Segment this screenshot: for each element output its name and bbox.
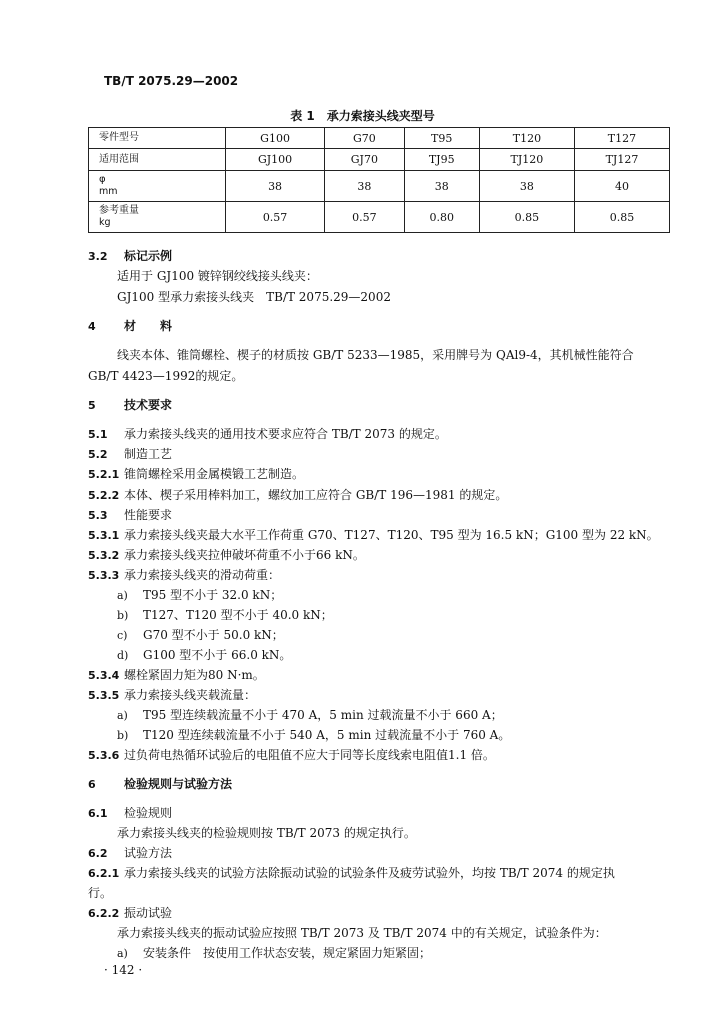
row-label: 参考重量 kg <box>89 202 226 233</box>
list-item: c) G70 型不小于 50.0 kN； <box>117 628 284 642</box>
table-cell: TJ95 <box>404 149 479 171</box>
table-cell: GJ70 <box>325 149 404 171</box>
standard-header: TB/T 2075.29—2002 <box>104 74 239 88</box>
section-heading: 4 材 料 <box>88 319 173 333</box>
list-item: a) T95 型连续载流量不小于 470 A，5 min 过载流量不小于 660 A； <box>117 708 503 722</box>
paragraph: GJ100 型承力索接头线夹 TB/T 2075.29—2002 <box>117 290 391 304</box>
clause: 5.2 制造工艺 <box>88 447 173 461</box>
clause: 6.2 试验方法 <box>88 846 173 860</box>
clause: 6.2.1 承力索接头线夹的试验方法除振动试验的试验条件及疲劳试验外，均按 TB/T 2074 的规定执 <box>88 866 615 880</box>
page-number: · 142 · <box>104 963 143 977</box>
clause: 6.1 检验规则 <box>88 806 173 820</box>
section-heading: 6 检验规则与试验方法 <box>88 777 233 791</box>
clause: 5.3.6 过负荷电热循环试验后的电阻值不应大于同等长度线索电阻值1.1 倍。 <box>88 748 495 762</box>
table-cell: G70 <box>325 128 404 149</box>
table-cell: 0.85 <box>479 202 574 233</box>
table-cell: 0.80 <box>404 202 479 233</box>
clause: 5.3.1 承力索接头线夹最大水平工作荷重 G70、T127、T120、T95 型为 16.5 kN；G100 型为 22 kN。 <box>88 528 659 542</box>
table-cell: 38 <box>226 171 325 202</box>
section-heading: 5 技术要求 <box>88 398 173 412</box>
clause: 5.2.2 本体、楔子采用棒料加工，螺纹加工应符合 GB/T 196—1981 的规定。 <box>88 488 508 502</box>
model-table <box>88 127 670 233</box>
table-cell: 38 <box>325 171 404 202</box>
section-heading: 3.2 标记示例 <box>88 249 173 263</box>
table-caption: 表 1 承力索接头线夹型号 <box>290 109 435 123</box>
table-cell: TJ127 <box>574 149 669 171</box>
table-cell: 0.57 <box>226 202 325 233</box>
list-item: a) 安装条件 按使用工作状态安装，规定紧固力矩紧固； <box>117 946 432 960</box>
table-row <box>89 128 670 149</box>
list-item: b) T120 型连续载流量不小于 540 A，5 min 过载流量不小于 760 A。 <box>117 728 511 742</box>
table-row <box>89 171 670 202</box>
table-cell: T95 <box>404 128 479 149</box>
row-label: 适用范围 <box>89 149 226 171</box>
list-item: d) G100 型不小于 66.0 kN。 <box>117 648 292 662</box>
paragraph: 行。 <box>88 886 113 900</box>
paragraph: 承力索接头线夹的振动试验应按照 TB/T 2073 及 TB/T 2074 中的有关规定，试验条件为： <box>117 926 607 940</box>
list-item: b) T127、T120 型不小于 40.0 kN； <box>117 608 333 622</box>
table-row <box>89 202 670 233</box>
table-cell: 38 <box>479 171 574 202</box>
clause: 5.3.2 承力索接头线夹拉伸破坏荷重不小于66 kN。 <box>88 548 365 562</box>
clause: 5.3.3 承力索接头线夹的滑动荷重： <box>88 568 281 582</box>
table-cell: GJ100 <box>226 149 325 171</box>
table-cell: 0.85 <box>574 202 669 233</box>
table-cell: TJ120 <box>479 149 574 171</box>
paragraph: 适用于 GJ100 镀锌钢绞线接头线夹： <box>117 269 318 283</box>
clause: 5.3.5 承力索接头线夹载流量： <box>88 688 257 702</box>
clause: 6.2.2 振动试验 <box>88 906 173 920</box>
table-cell: T120 <box>479 128 574 149</box>
list-item: a) T95 型不小于 32.0 kN； <box>117 588 283 602</box>
paragraph: 线夹本体、锥筒螺栓、楔子的材质按 GB/T 5233—1985，采用牌号为 QAl9-4，其机械性能符合 <box>117 348 634 362</box>
paragraph: 承力索接头线夹的检验规则按 TB/T 2073 的规定执行。 <box>117 826 416 840</box>
table-cell: 0.57 <box>325 202 404 233</box>
clause: 5.3 性能要求 <box>88 508 173 522</box>
table-cell: G100 <box>226 128 325 149</box>
paragraph: GB/T 4423—1992的规定。 <box>88 369 244 383</box>
row-label: 零件型号 <box>89 128 226 149</box>
clause: 5.1 承力索接头线夹的通用技术要求应符合 TB/T 2073 的规定。 <box>88 427 447 441</box>
clause: 5.3.4 螺栓紧固力矩为80 N·m。 <box>88 668 265 682</box>
clause: 5.2.1 锥筒螺栓采用金属模锻工艺制造。 <box>88 467 305 481</box>
table-cell: T127 <box>574 128 669 149</box>
table-cell: 38 <box>404 171 479 202</box>
table-cell: 40 <box>574 171 669 202</box>
row-label: φ mm <box>89 171 226 202</box>
table-row <box>89 149 670 171</box>
